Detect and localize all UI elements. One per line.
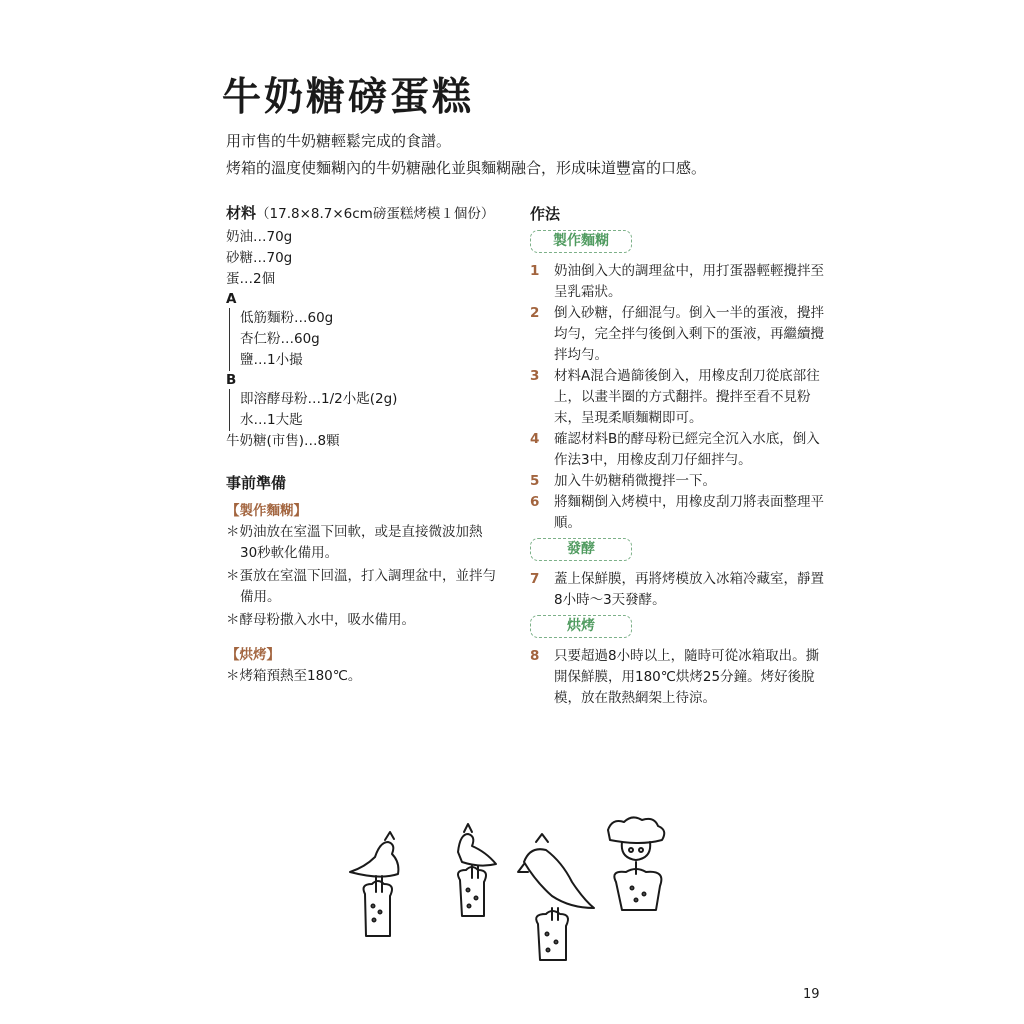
step-text: 只要超過8小時以上，隨時可從冰箱取出。撕開保鮮膜，用180℃烘烤25分鐘。烤好後脫模，放在散熱網架上待涼。 <box>554 648 820 706</box>
parrot-on-bread-icon <box>518 834 594 960</box>
step <box>530 646 830 709</box>
step-number: 6 <box>530 494 540 510</box>
step-number: 1 <box>530 263 540 279</box>
intro <box>226 128 706 182</box>
prep-batter-label: 【製作麵糊】 <box>226 503 307 519</box>
bird-on-bread-icon <box>458 824 496 916</box>
prep-item: ＊蛋放在室溫下回溫，打入調理盆中，並拌勻備用。 <box>226 568 496 605</box>
step-number: 8 <box>530 648 540 664</box>
step-text: 奶油倒入大的調理盆中，用打蛋器輕輕攪拌至呈乳霜狀。 <box>554 263 824 300</box>
step-number: 4 <box>530 431 540 447</box>
character-on-toast-icon <box>608 817 664 910</box>
prep-item: ＊奶油放在室溫下回軟，或是直接微波加熱30秒軟化備用。 <box>226 524 483 561</box>
group-a-label: A <box>226 291 237 307</box>
step-text: 確認材料B的酵母粉已經完全沉入水底，倒入作法3中，用橡皮刮刀仔細拌勻。 <box>554 431 820 468</box>
step-text: 加入牛奶糖稍微攪拌一下。 <box>554 473 716 489</box>
intro-line: 烤箱的溫度使麵糊內的牛奶糖融化並與麵糊融合，形成味道豐富的口感。 <box>226 159 707 177</box>
step <box>530 492 830 534</box>
step <box>530 429 830 471</box>
right-column <box>530 203 830 709</box>
prep-bake-label: 【烘烤】 <box>226 647 280 663</box>
page-title: 牛奶糖磅蛋糕 <box>222 75 475 120</box>
material-item: 蛋…2個 <box>226 271 276 287</box>
material-item: 奶油…70g <box>226 229 293 245</box>
prep-item: ＊烤箱預熱至180℃。 <box>226 668 362 684</box>
material-item: 砂糖…70g <box>226 250 293 266</box>
section-label-bake: 烘烤 <box>530 615 632 638</box>
prep-item: ＊酵母粉撒入水中，吸水備用。 <box>226 612 415 628</box>
group-b-list <box>229 389 496 431</box>
material-item: 杏仁粉…60g <box>240 331 320 347</box>
section-label-proof: 發酵 <box>530 538 632 561</box>
section-label-batter: 製作麵糊 <box>530 230 632 253</box>
group-a-list <box>229 308 496 371</box>
step <box>530 569 830 611</box>
materials-heading <box>226 202 496 223</box>
step-number: 5 <box>530 473 540 489</box>
step-text: 蓋上保鮮膜，再將烤模放入冰箱冷藏室，靜置8小時～3天發酵。 <box>554 571 824 608</box>
step-text: 倒入砂糖，仔細混勻。倒入一半的蛋液，攪拌均勻，完全拌勻後倒入剩下的蛋液，再繼續攪拌均勻。 <box>554 305 824 363</box>
material-item: 水…1大匙 <box>240 412 303 428</box>
step-text: 材料A混合過篩後倒入，用橡皮刮刀從底部往上，以畫半圈的方式翻拌。攪拌至看不見粉末，呈現柔順麵糊即可。 <box>554 368 820 426</box>
step <box>530 303 830 366</box>
materials-title: 材料 <box>226 204 257 222</box>
step-number: 3 <box>530 368 540 384</box>
page-number: 19 <box>803 987 820 1002</box>
step <box>530 366 830 429</box>
prep-section <box>226 472 496 687</box>
method-heading: 作法 <box>530 205 561 223</box>
material-item: 鹽…1小撮 <box>240 352 303 368</box>
step-text: 將麵糊倒入烤模中，用橡皮刮刀將表面整理平順。 <box>554 494 824 531</box>
step-number: 7 <box>530 571 540 587</box>
material-item: 即溶酵母粉…1/2小匙(2g) <box>240 391 398 407</box>
step <box>530 471 830 492</box>
group-b-label: B <box>226 372 237 388</box>
step-number: 2 <box>530 305 540 321</box>
bird-on-bread-icon <box>350 832 398 936</box>
left-column <box>226 202 496 689</box>
intro-line: 用市售的牛奶糖輕鬆完成的食譜。 <box>226 132 452 150</box>
material-item: 牛奶糖(市售)…8顆 <box>226 433 340 449</box>
prep-heading: 事前準備 <box>226 474 287 492</box>
materials-subtitle: （17.8×8.7×6cm磅蛋糕烤模１個份） <box>256 206 495 222</box>
bread-birds-illustration <box>340 812 680 976</box>
material-item: 低筋麵粉…60g <box>240 310 334 326</box>
step <box>530 261 830 303</box>
